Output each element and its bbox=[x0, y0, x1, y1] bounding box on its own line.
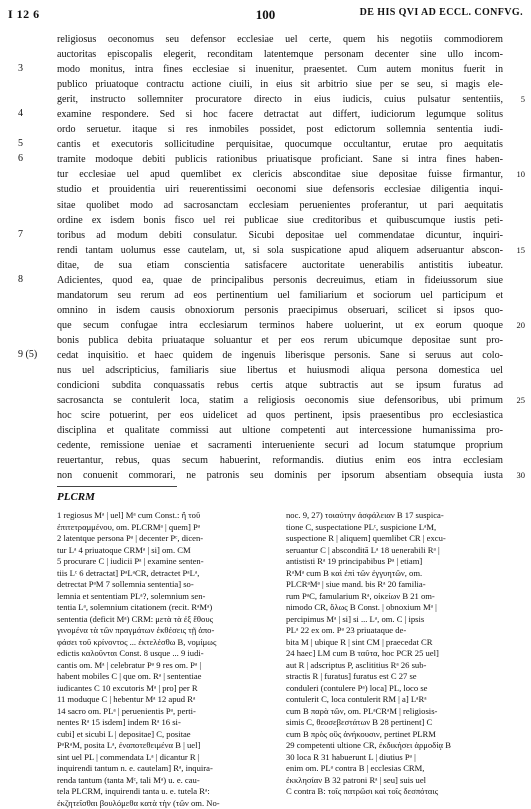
text-line: auctoritas episcopalis elegerit, reconditam latentemque personam decenter sine ullo incom- bbox=[57, 47, 503, 62]
apparatus-line: enim om. PLᵃ contra B | ecclesias CRM, bbox=[286, 763, 506, 775]
section-number: 6 bbox=[18, 153, 50, 164]
apparatus-line: ἐκζητεῖσθαι βουλόμεθα κατὰ τὴν (τῶν om. No- bbox=[57, 798, 277, 809]
text-line: gerit, instructo sollemniter procuratore directo in eius iudicis, cuius pulsatur sententiis, bbox=[57, 92, 503, 107]
text-line: condicioni subdita conquassatis rebus certis atque subtractis aut se ipsum furatus ad bbox=[57, 378, 503, 393]
apparatus-line: detrectat PᵃM 7 sollemnia sententia] so- bbox=[57, 579, 277, 591]
apparatus-right-column bbox=[286, 510, 506, 798]
apparatus-line: edictis καλοῦνται Const. 8 usque ... 9 iudi- bbox=[57, 648, 277, 660]
section-number: 9 (5) bbox=[18, 349, 50, 360]
apparatus-line: 1 regiosus Mᵃ | uel] Mᵃ cum Const.: ἢ τοῦ bbox=[57, 510, 277, 522]
section-number: 3 bbox=[18, 63, 50, 74]
apparatus-line: 2 latentque persona Pᵃ | decenter Pᶜ, dicen- bbox=[57, 533, 277, 545]
line-number: 25 bbox=[507, 395, 525, 405]
apparatus-line: 11 moduque C | hebentur Mᵃ 12 apud Rᵃ bbox=[57, 694, 277, 706]
apparatus-line: cum B παρὰ τῶν, om. PLᵃCRᵃM | religiosis- bbox=[286, 706, 506, 718]
apparatus-line: sint uel PL | commendata Lᵃ | dicantur R | bbox=[57, 752, 277, 764]
line-number: 15 bbox=[507, 245, 525, 255]
apparatus-line: ἐκκλησίαν B 32 patroni Rᵃ | seu] suis uel bbox=[286, 775, 506, 787]
text-line: tur ecclesiae uel apud quemlibet ex clericis absconditae siue depositae fuisse firmantur, bbox=[57, 167, 503, 182]
text-line: mandatorum seu rerum ad eos pertinentium uel familiarium et sociorum uel participum et bbox=[57, 288, 503, 303]
apparatus-line: 30 loca R 31 habuerunt L | diutius Pᵃ | bbox=[286, 752, 506, 764]
apparatus-line: PᵃRᵃM, posita Lᵃ, ἐναποτεθειμένα B | uel] bbox=[57, 740, 277, 752]
text-line: reuertantur, rebus, quas secum habuerint, reformandis. diutius enim eos intra ecclesiam bbox=[57, 453, 503, 468]
apparatus-line: 14 sacro om. PLᵃ | peruenientis Pᵃ, perti- bbox=[57, 706, 277, 718]
apparatus-line: φάσει τοῦ κρίνοντος ... ἐκτελέσθω B, νομίμως bbox=[57, 637, 277, 649]
apparatus-left-column bbox=[57, 510, 277, 809]
apparatus-line: C contra B: τοῖς πατρῶσι καὶ τοῖς δεσπόταις bbox=[286, 786, 506, 798]
section-number: 7 bbox=[18, 229, 50, 240]
apparatus-line: lemnia et sententiam PLᵃ?, solemnium sen- bbox=[57, 591, 277, 603]
apparatus-line: suspectione R | aliquem] quemlibet CR | excu- bbox=[286, 533, 506, 545]
text-line: tramite modoque debiti publicis rationibus priuatisque proficiant. Sane si intra fines haben- bbox=[57, 152, 503, 167]
apparatus-line: tione C, suspectatione PLᶜ, suspicione LᵃM, bbox=[286, 522, 506, 534]
apparatus-divider bbox=[57, 486, 177, 487]
chapter-reference: I 12 6 bbox=[8, 7, 40, 22]
text-line: Adicientes, quod ea, quae de principalibus personis decreuimus, etiam in fideiussorum siue bbox=[57, 273, 503, 288]
text-line: nus uel adscripticius, familiaris siue libertus et huiusmodi aliqua persona domestica uel bbox=[57, 363, 503, 378]
apparatus-line: RᵃMᵃ cum B καὶ ἐπὶ τῶν ἐγγυητῶν, om. bbox=[286, 568, 506, 580]
apparatus-line: renda tantum (tanta Mᶜ, tali Mᵃ) u. e. cau- bbox=[57, 775, 277, 787]
text-line: cantis et executoris sollicitudine perquisitae, quocumque occultantur, erutae pro aequitatis bbox=[57, 137, 503, 152]
apparatus-line: noc. 9, 27) τοιαύτην ἀσφάλειαν B 17 suspica- bbox=[286, 510, 506, 522]
apparatus-line: nimodo CR, ὅλως B Const. | obnoxium Mᵃ | bbox=[286, 602, 506, 614]
text-line: cedente, remissione ueniae et sacramenti interueniente securi ad locum statumque proprium bbox=[57, 438, 503, 453]
running-title: DE HIS QVI AD ECCL. CONFVG. bbox=[360, 7, 523, 18]
apparatus-line: nentes Rᵃ 15 isdem] indem Rᵃ 16 si- bbox=[57, 717, 277, 729]
text-line: modo monitus, intra fines ecclesiae si inuenitur, praesentet. Cum autem monitus fuerit in bbox=[57, 62, 503, 77]
text-line: religiosus oeconomus seu defensor ecclesiae uel certe, quem his negotiis commodiorem bbox=[57, 32, 503, 47]
apparatus-line: ἐπιτετραμμένου, om. PLCRMᵃ | quem] Pᵃ bbox=[57, 522, 277, 534]
text-line: studio et prouidentia uiri reuerentissimi oeconomi siue defensoris ecclesiae diligentia inqui- bbox=[57, 182, 503, 197]
apparatus-line: 5 procurare C | iudicii Pᵃ | examine senten- bbox=[57, 556, 277, 568]
apparatus-line: rum PᵃC, famularium Rᵃ, οἰκείων B 21 om- bbox=[286, 591, 506, 603]
apparatus-line: 24 haec] LM cum B ταῦτα, hoc PCR 25 uel] bbox=[286, 648, 506, 660]
apparatus-line: tiis Lᶜ 6 detractat] PᵃLᵃCR, detractet PᵃLᵃ, bbox=[57, 568, 277, 580]
text-line: publico priuatoque contractu actione ciuili, in eius sit arbitrio siue per se seu, si magis ele- bbox=[57, 77, 503, 92]
text-line: sitae quolibet modo ad sacrosanctam ecclesiam peruenientes proferantur, ut pari aequitatis bbox=[57, 198, 503, 213]
apparatus-line: iudicantes C 10 excutoris Mᵃ | pro] per R bbox=[57, 683, 277, 695]
section-number: 5 bbox=[18, 138, 50, 149]
apparatus-line: stractis R | furatus] furatus est C 27 se bbox=[286, 671, 506, 683]
apparatus-line: antististi Rᵃ 19 principabibus Pᵃ | etiam] bbox=[286, 556, 506, 568]
text-line: examine respondere. Sed si hoc facere detractat aut differt, iudiciorum legumque solitus bbox=[57, 107, 503, 122]
text-line: omnino in isdem causis obnoxiorum personis praecipimus obseruari, scilicet si ipsos quo- bbox=[57, 303, 503, 318]
apparatus-line: sententia (deficit Mᵃ) CRM: μετὰ τὰ ἐξ ἔθους bbox=[57, 614, 277, 626]
apparatus-line: simis C, θεοσεβεστάτων B 28 pertinent] C bbox=[286, 717, 506, 729]
apparatus-line: cum B πρὸς οὓς ἀνήκουσιν, pertinet PLRM bbox=[286, 729, 506, 741]
apparatus-line: tentia Lᵃ, solemnium citationem (recit. RᵃMᵃ) bbox=[57, 602, 277, 614]
apparatus-line: seruantur C | absconditā Lᵃ 18 uenerabili Rᵃ | bbox=[286, 545, 506, 557]
apparatus-line: γινομένα τὰ τῶν πραγμάτων ἐκθέσεις τῇ ἀπο- bbox=[57, 625, 277, 637]
text-line: ditae, de sua etiam conscientia satisfacere auctoritate uenerabilis antistitis iubeatur. bbox=[57, 258, 503, 273]
apparatus-line: 29 competenti ultione CR, ἐκδικήσει ἁρμοδίᾳ B bbox=[286, 740, 506, 752]
page-number: 100 bbox=[8, 7, 523, 23]
apparatus-line: aut R | adscriptus P, asclititius Rᵃ 26 sub- bbox=[286, 660, 506, 672]
line-number: 5 bbox=[507, 94, 525, 104]
text-line: non conuenit commorari, ne patronis seu dominis per ipsorum absentiam obsequia iusta bbox=[57, 468, 503, 483]
apparatus-line: habent mobiles C | que om. Rᵃ | sententiae bbox=[57, 671, 277, 683]
line-number: 20 bbox=[507, 320, 525, 330]
text-line: ordo seruetur. itaque si res inmobiles possidet, post edictorum sollemnia sententia iudi- bbox=[57, 122, 503, 137]
apparatus-line: cubi] et sicubi L | depositae] C, positae bbox=[57, 729, 277, 741]
line-number: 10 bbox=[507, 169, 525, 179]
text-line: disciplina et qualitate commissi aut ultione competenti aut intercessione humanissima pro- bbox=[57, 423, 503, 438]
text-line: sacrosancta se contulerit loca, statim a religiosis oeconomis siue defensoribus, ubi primum bbox=[57, 393, 503, 408]
apparatus-line: PLCRᵃMᵃ | siue mand. bis Rᵃ 20 familia- bbox=[286, 579, 506, 591]
section-number: 4 bbox=[18, 108, 50, 119]
line-number: 30 bbox=[507, 470, 525, 480]
apparatus-line: bita M | ubique R | sint CM | praecedat CR bbox=[286, 637, 506, 649]
apparatus-line: PLᵃ 22 ex om. Pᵃ 23 priuataque de- bbox=[286, 625, 506, 637]
manuscript-sigla: PLCRM bbox=[57, 491, 95, 503]
text-line: toribus ad modum debiti consulatur. Sicubi depositae uel commendatae dicuntur, inquiri- bbox=[57, 228, 503, 243]
text-line: cedat inquisitio. et haec quidem de ingenuis liberisque personis. Sane si seruus aut colo- bbox=[57, 348, 503, 363]
apparatus-line: percipimus Mᵃ | si] si ... Lᵃ, om. C | ipsis bbox=[286, 614, 506, 626]
text-line: ordine ex isdem bonis fisco uel rei publicae siue creditoribus et quibuscumque iustis peti- bbox=[57, 213, 503, 228]
apparatus-line: tela PLCRM, inquirendi tanta u. e. tutela Rᵃ: bbox=[57, 786, 277, 798]
apparatus-line: tur Lᵃ 4 priuatoque CRMᵃ | si] om. CM bbox=[57, 545, 277, 557]
section-number: 8 bbox=[18, 274, 50, 285]
apparatus-line: conduleri (contulere Pᵃ) loca] PL, loco se bbox=[286, 683, 506, 695]
text-line: que secum confugae intra ecclesiarum terminos habere uoluerint, ut ex eorum quoque bbox=[57, 318, 503, 333]
text-line: bonis publica debita priuataque soluantur et per eos rerum ubicumque depositae sunt pro- bbox=[57, 333, 503, 348]
apparatus-line: contulerit C, loca contulerit RM | a] LᵃRᵃ bbox=[286, 694, 506, 706]
apparatus-line: cantis om. Mᵃ | celebratur Pᵃ 9 res om. Pᵃ | bbox=[57, 660, 277, 672]
apparatus-line: inquirendi tantum n. e. cautelam] Rᵃ, inquira- bbox=[57, 763, 277, 775]
page-header bbox=[8, 7, 523, 23]
text-line: hoc scire potuerint, per eos uidelicet ad quos pertinent, ipsis praesentibus pro ecclesiastica bbox=[57, 408, 503, 423]
main-text bbox=[57, 32, 503, 483]
text-line: rendi tantam uolumus esse cautelam, ut, si sola suspicatione apud aliquem adseruantur abscon- bbox=[57, 243, 503, 258]
